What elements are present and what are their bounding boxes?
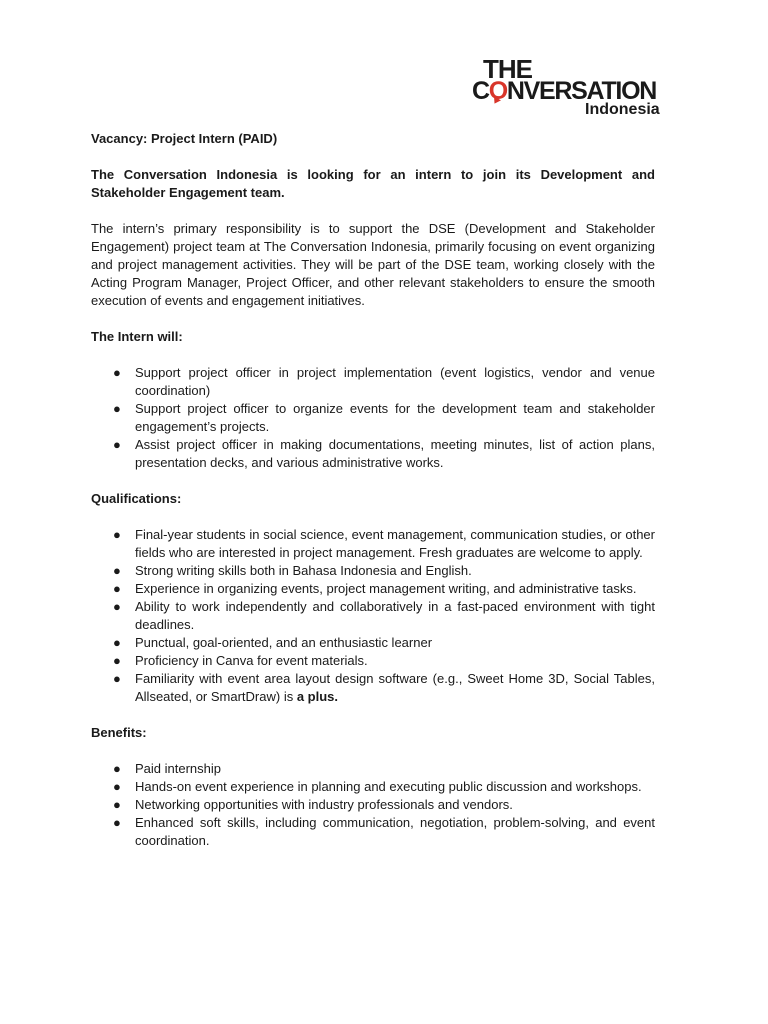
- responsibility-paragraph: The intern’s primary responsibility is to support the DSE (Development and Stakeholder Engagement) project team at The Conversation Indonesia, primarily focusing on event organizing and project management activities. They will be part of the DSE team, working closely with the Acting Program Manager, Project Officer, and other relevant stakeholders to ensure the smooth execution of events and engagement initiatives.: [91, 221, 655, 308]
- list-item: ● Final-year students in social science, event management, communication studies, or other fields who are interested in project management. Fresh graduates are welcome to apply.: [113, 527, 655, 560]
- logo-line-the: THE: [483, 54, 532, 84]
- intern-will-list: [91, 364, 655, 472]
- list-item: ● Experience in organizing events, project management writing, and administrative tasks.: [113, 581, 637, 596]
- list-item: ● Punctual, goal-oriented, and an enthusiastic learner: [113, 635, 433, 650]
- intro-paragraph: The Conversation Indonesia is looking for an intern to join its Development and Stakeholder Engagement team.: [91, 167, 655, 200]
- logo-line-indonesia: Indonesia: [585, 101, 660, 118]
- list-item: ● Ability to work independently and collaboratively in a fast-paced environment with tight deadlines.: [113, 599, 655, 632]
- bullet-icon: ●: [113, 527, 121, 542]
- list-item: ● Networking opportunities with industry professionals and vendors.: [113, 797, 513, 812]
- bullet-icon: ●: [113, 671, 121, 686]
- list-item: ● Proficiency in Canva for event materials.: [113, 653, 368, 668]
- bullet-icon: ●: [113, 563, 121, 578]
- intern-will-heading: The Intern will:: [91, 329, 183, 344]
- list-item: ● Enhanced soft skills, including communication, negotiation, problem-solving, and event coordination.: [113, 815, 655, 848]
- bullet-icon: ●: [113, 779, 121, 794]
- document-body: [91, 130, 655, 868]
- vacancy-title: Vacancy: Project Intern (PAID): [91, 131, 278, 146]
- list-item: ● Support project officer to organize events for the development team and stakeholder engagement’s projects.: [113, 401, 655, 434]
- bullet-icon: ●: [113, 581, 121, 596]
- speech-bubble-icon: O: [488, 77, 507, 105]
- bullet-icon: ●: [113, 635, 121, 650]
- list-item: ● Support project officer in project implementation (event logistics, vendor and venue coordination): [113, 365, 655, 398]
- bullet-icon: ●: [113, 761, 121, 776]
- list-item: ● Strong writing skills both in Bahasa Indonesia and English.: [113, 563, 472, 578]
- qualifications-heading: Qualifications:: [91, 491, 182, 506]
- a-plus-emphasis: a plus.: [296, 689, 339, 704]
- qualifications-list: [91, 526, 655, 706]
- bullet-icon: ●: [113, 437, 121, 452]
- bullet-icon: ●: [113, 599, 121, 614]
- bullet-icon: ●: [113, 797, 121, 812]
- bullet-icon: ●: [113, 401, 121, 416]
- the-conversation-logo: [472, 56, 682, 122]
- benefits-list: [91, 760, 655, 850]
- list-item: ● Assist project officer in making documentations, meeting minutes, list of action plans, presentation decks, and various administrative works.: [113, 437, 655, 470]
- list-item: ● Paid internship: [113, 761, 221, 776]
- bullet-icon: ●: [113, 365, 121, 380]
- list-item: ● Familiarity with event area layout design software (e.g., Sweet Home 3D, Social Tables, Allseated, or SmartDraw) is a plus.: [113, 671, 655, 704]
- bullet-icon: ●: [113, 815, 121, 830]
- bullet-icon: ●: [113, 653, 121, 668]
- benefits-heading: Benefits:: [91, 725, 147, 740]
- list-item: ● Hands-on event experience in planning and executing public discussion and workshops.: [113, 779, 642, 794]
- logo-c: C: [472, 77, 489, 105]
- logo-nversation: NVERSATION: [506, 77, 656, 105]
